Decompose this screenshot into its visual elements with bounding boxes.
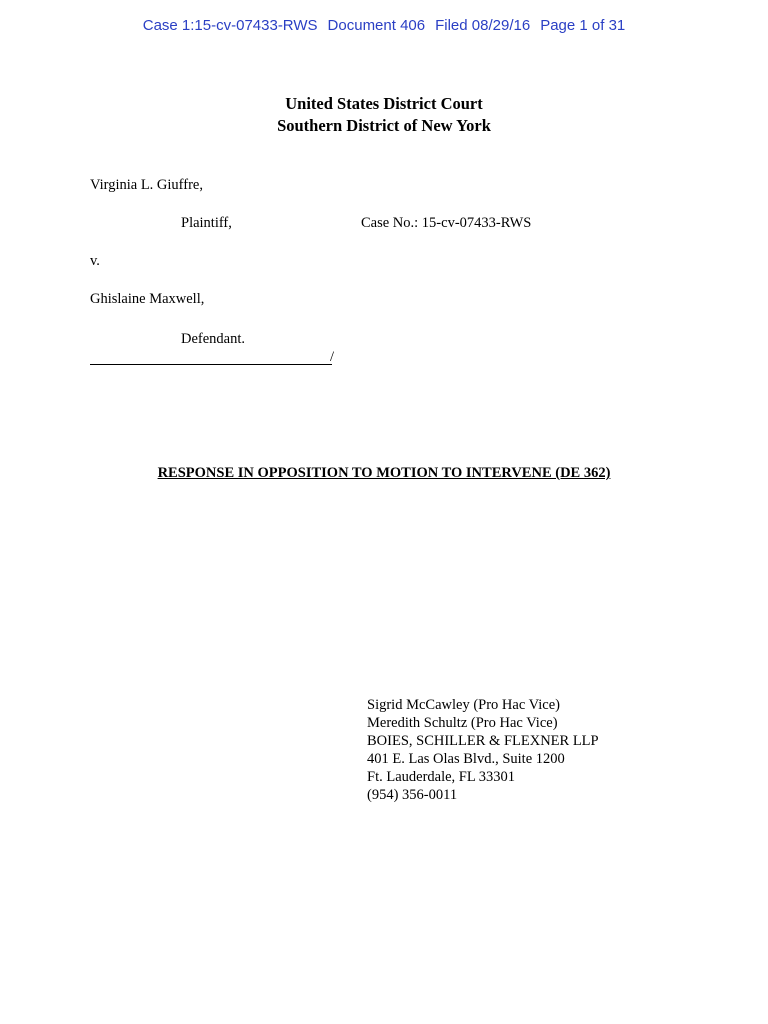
plaintiff-role: Plaintiff, xyxy=(181,215,232,231)
signature-attorney-1: Sigrid McCawley (Pro Hac Vice) xyxy=(367,697,560,713)
caption-slash: / xyxy=(330,349,335,365)
header-page-number: Page 1 of 31 xyxy=(540,17,626,34)
signature-firm: BOIES, SCHILLER & FLEXNER LLP xyxy=(367,733,599,749)
court-district: Southern District of New York xyxy=(277,116,491,135)
document-title: RESPONSE IN OPPOSITION TO MOTION TO INTERVENE (DE 362) xyxy=(157,465,611,481)
signature-phone: (954) 356-0011 xyxy=(367,787,458,803)
header-filed-date: Filed 08/29/16 xyxy=(435,17,531,34)
header-case-number: Case 1:15-cv-07433-RWS xyxy=(142,17,318,34)
header-document-number: Document 406 xyxy=(327,17,426,34)
signature-attorney-2: Meredith Schultz (Pro Hac Vice) xyxy=(367,715,558,731)
signature-block xyxy=(367,696,599,804)
defendant-role: Defendant. xyxy=(181,331,246,347)
ecf-header xyxy=(0,17,768,34)
caption-divider xyxy=(90,364,332,365)
court-name: United States District Court xyxy=(285,94,483,113)
signature-address: 401 E. Las Olas Blvd., Suite 1200 xyxy=(367,751,565,767)
versus: v. xyxy=(90,253,100,269)
plaintiff-name: Virginia L. Giuffre, xyxy=(90,177,203,193)
signature-city: Ft. Lauderdale, FL 33301 xyxy=(367,769,516,785)
case-number: Case No.: 15-cv-07433-RWS xyxy=(361,215,532,231)
defendant-name: Ghislaine Maxwell, xyxy=(90,291,205,307)
